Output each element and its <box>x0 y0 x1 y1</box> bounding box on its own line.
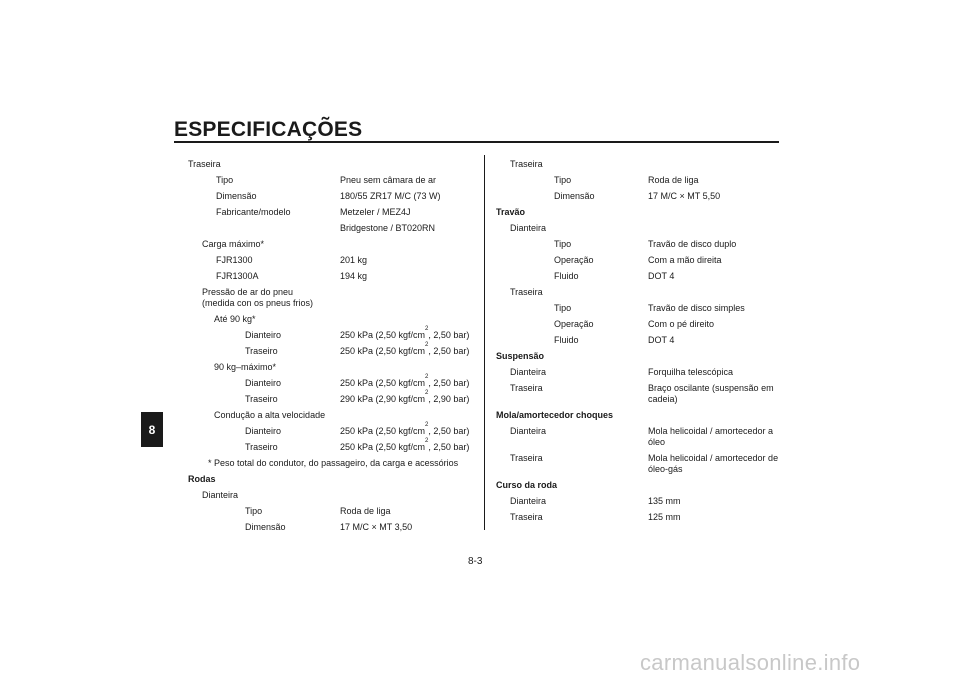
spec-label: Dianteiro <box>245 330 282 340</box>
spec-value: 201 kg <box>340 255 368 265</box>
spec-value: Mola helicoidal / amortecedor de <box>648 453 779 463</box>
spec-label: FJR1300A <box>216 271 259 281</box>
spec-value: cadeia) <box>648 394 678 404</box>
spec-value: 194 kg <box>340 271 368 281</box>
spec-label: Dianteira <box>510 367 547 377</box>
spec-label: Dianteiro <box>245 426 282 436</box>
spec-value: Roda de liga <box>340 506 391 516</box>
spec-value: Com o pé direito <box>648 319 715 329</box>
spec-label: Carga máximo* <box>202 239 265 249</box>
spec-label: Pressão de ar do pneu <box>202 287 294 297</box>
section-heading: Travão <box>496 207 526 217</box>
spec-label: Dianteira <box>202 490 239 500</box>
spec-label: Traseira <box>510 512 543 522</box>
spec-value: 180/55 ZR17 M/C (73 W) <box>340 191 441 201</box>
spec-label: Traseira <box>510 383 543 393</box>
spec-label: Dimensão <box>554 191 595 201</box>
spec-value: 250 kPa (2,50 kgf/$cm^2$, 2,50 bar) <box>340 422 470 436</box>
spec-label: Traseira <box>510 159 543 169</box>
spec-label: Tipo <box>554 239 572 249</box>
section-heading: Suspensão <box>496 351 545 361</box>
spec-label: Fluido <box>554 271 579 281</box>
section-heading: Curso da roda <box>496 480 558 490</box>
column-divider <box>484 155 485 530</box>
spec-label: Traseira <box>188 159 221 169</box>
spec-label: Traseira <box>510 453 543 463</box>
spec-value: DOT 4 <box>648 271 675 281</box>
spec-label: Até 90 kg* <box>214 314 256 324</box>
spec-value: Mola helicoidal / amortecedor a <box>648 426 774 436</box>
spec-value: 17 M/C × MT 5,50 <box>648 191 721 201</box>
spec-value: óleo <box>648 437 666 447</box>
spec-value: Travão de disco duplo <box>648 239 737 249</box>
spec-label: Dimensão <box>216 191 257 201</box>
spec-value: 250 kPa (2,50 kgf/$cm^2$, 2,50 bar) <box>340 374 470 388</box>
spec-value: Pneu sem câmara de ar <box>340 175 437 185</box>
spec-label: Traseira <box>510 287 543 297</box>
spec-label: Traseiro <box>245 346 278 356</box>
title-rule <box>174 141 779 143</box>
spec-value: 290 kPa (2,90 kgf/$cm^2$, 2,90 bar) <box>340 390 470 404</box>
section-heading: Mola/amortecedor choques <box>496 410 614 420</box>
spec-value: 125 mm <box>648 512 681 522</box>
page-number: 8-3 <box>468 556 483 567</box>
spec-label: Dianteiro <box>245 378 282 388</box>
spec-label: Dimensão <box>245 522 286 532</box>
spec-value: 250 kPa (2,50 kgf/$cm^2$, 2,50 bar) <box>340 342 470 356</box>
page-title: ESPECIFICAÇÕES <box>174 118 363 141</box>
watermark: carmanualsonline.info <box>640 650 861 675</box>
spec-label: 90 kg–máximo* <box>214 362 277 372</box>
spec-value: Roda de liga <box>648 175 699 185</box>
spec-label: Fluido <box>554 335 579 345</box>
spec-label: Traseiro <box>245 442 278 452</box>
chapter-tab: 8 <box>141 412 163 447</box>
spec-value: Travão de disco simples <box>648 303 745 313</box>
spec-value: óleo-gás <box>648 464 683 474</box>
spec-label: Fabricante/modelo <box>216 207 291 217</box>
spec-label: Dianteira <box>510 426 547 436</box>
spec-label: Operação <box>554 319 594 329</box>
section-heading: Rodas <box>188 474 216 484</box>
spec-value: Forquilha telescópica <box>648 367 734 377</box>
spec-value: Bridgestone / BT020RN <box>340 223 436 233</box>
spec-value: 135 mm <box>648 496 681 506</box>
spec-value: 250 kPa (2,50 kgf/$cm^2$, 2,50 bar) <box>340 326 470 340</box>
spec-value: Braço oscilante (suspensão em <box>648 383 774 393</box>
spec-value: DOT 4 <box>648 335 675 345</box>
spec-label: Operação <box>554 255 594 265</box>
spec-label: Tipo <box>554 303 572 313</box>
spec-label: FJR1300 <box>216 255 253 265</box>
spec-label: Tipo <box>245 506 263 516</box>
spec-label: Tipo <box>554 175 572 185</box>
spec-value: Metzeler / MEZ4J <box>340 207 411 217</box>
spec-value: Com a mão direita <box>648 255 722 265</box>
spec-label: Dianteira <box>510 496 547 506</box>
spec-label: Dianteira <box>510 223 547 233</box>
spec-value: 17 M/C × MT 3,50 <box>340 522 413 532</box>
footnote: * Peso total do condutor, do passageiro, da carga e acessórios <box>208 458 459 468</box>
spec-label: Tipo <box>216 175 234 185</box>
spec-value: 250 kPa (2,50 kgf/$cm^2$, 2,50 bar) <box>340 438 470 452</box>
spec-label: (medida con os pneus frios) <box>202 298 314 308</box>
spec-label: Condução a alta velocidade <box>214 410 326 420</box>
spec-label: Traseiro <box>245 394 278 404</box>
